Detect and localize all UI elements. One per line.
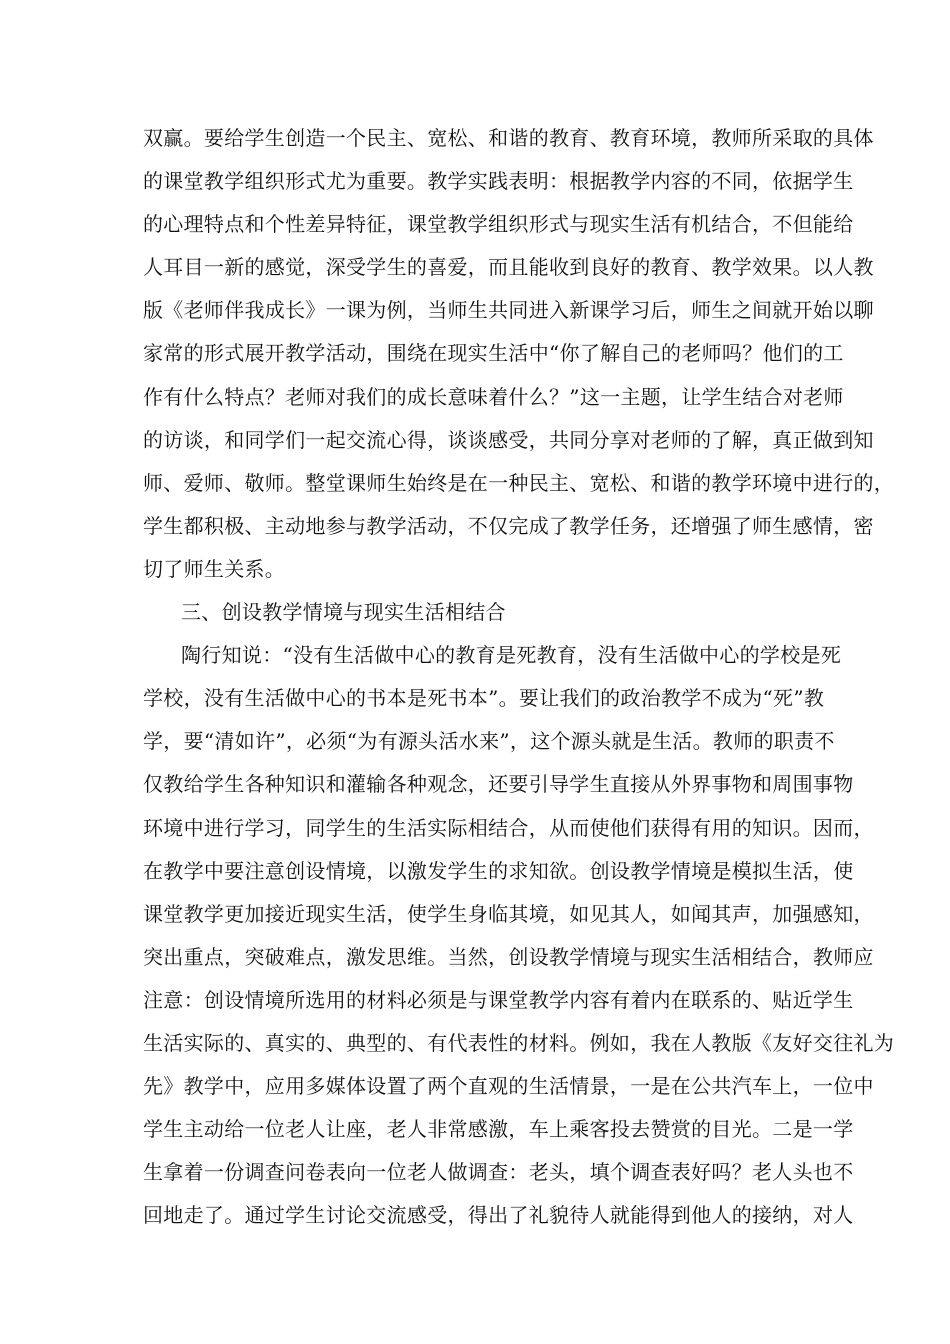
text-line: 陶行知说：“没有生活做中心的教育是死教育，没有生活做中心的学校是死 <box>181 643 842 668</box>
text-line: 切了师生关系。 <box>143 556 286 581</box>
text-line: 版《老师伴我成长》一课为例，当师生共同进入新课学习后，师生之间就开始以聊 <box>143 298 874 323</box>
text-line: 生拿着一份调查问卷表向一位老人做调查：老头，填个调查表好吗？老人头也不 <box>143 1160 854 1185</box>
text-line: 作有什么特点？老师对我们的成长意味着什么？”这一主题，让学生结合对老师 <box>143 384 844 409</box>
text-line: 生活实际的、真实的、典型的、有代表性的材料。例如，我在人教版《友好交往礼为 <box>143 1030 895 1055</box>
paragraph-1 <box>143 117 895 591</box>
text-line: 的访谈，和同学们一起交流心得，谈谈感受，共同分享对老师的了解，真正做到知 <box>143 427 874 452</box>
text-line: 课堂教学更加接近现实生活，使学生身临其境，如见其人，如闻其声，加强感知， <box>143 901 874 926</box>
text-line: 回地走了。通过学生讨论交流感受，得出了礼貌待人就能得到他人的接纳，对人 <box>143 1203 854 1228</box>
text-line: 的心理特点和个性差异特征，课堂教学组织形式与现实生活有机结合，不但能给 <box>143 212 854 237</box>
text-line: 家常的形式展开教学活动，围绕在现实生活中“你了解自己的老师吗？他们的工 <box>143 341 844 366</box>
text-line: 突出重点，突破难点，激发思维。当然，创设教学情境与现实生活相结合，教师应 <box>143 944 874 969</box>
text-line: 环境中进行学习，同学生的生活实际相结合，从而使他们获得有用的知识。因而， <box>143 815 874 840</box>
document-body <box>143 117 895 1237</box>
text-line: 学，要“清如许”，必须“为有源头活水来”，这个源头就是生活。教师的职责不 <box>143 729 835 754</box>
section-heading: 三、创设教学情境与现实生活相结合 <box>181 600 506 625</box>
text-line: 学校，没有生活做中心的书本是死书本”。要让我们的政治教学不成为“死”教 <box>143 686 825 711</box>
text-line: 学生都积极、主动地参与教学活动，不仅完成了教学任务，还增强了师生感情，密 <box>143 513 874 538</box>
text-line: 在教学中要注意创设情境，以激发学生的求知欲。创设教学情境是模拟生活，使 <box>143 858 854 883</box>
text-line: 师、爱师、敬师。整堂课师生始终是在一种民主、宽松、和谐的教学环境中进行的， <box>143 470 895 495</box>
text-line: 注意：创设情境所选用的材料必须是与课堂教学内容有着内在联系的、贴近学生 <box>143 987 854 1012</box>
text-line: 仅教给学生各种知识和灌输各种观念，还要引导学生直接从外界事物和周围事物 <box>143 772 854 797</box>
paragraph-2 <box>143 634 895 1237</box>
text-line: 人耳目一新的感觉，深受学生的喜爱，而且能收到良好的教育、教学效果。以人教 <box>143 255 874 280</box>
text-line: 双赢。要给学生创造一个民主、宽松、和谐的教育、教育环境，教师所采取的具体 <box>143 126 874 150</box>
text-line: 的课堂教学组织形式尤为重要。教学实践表明：根据教学内容的不同，依据学生 <box>143 169 854 194</box>
text-line: 先》教学中，应用多媒体设置了两个直观的生活情景，一是在公共汽车上，一位中 <box>143 1074 874 1099</box>
text-line: 学生主动给一位老人让座，老人非常感激，车上乘客投去赞赏的目光。二是一学 <box>143 1117 854 1142</box>
